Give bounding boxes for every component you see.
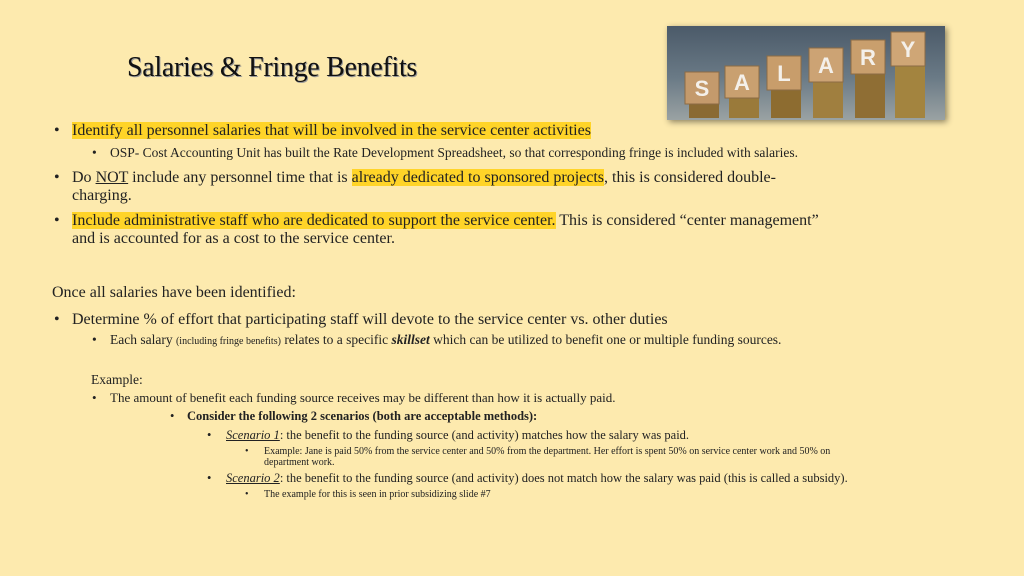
letter-l: L: [777, 61, 791, 86]
letter-r: R: [860, 45, 876, 70]
text: This is considered “center management”: [555, 212, 819, 229]
determine-bullet: Determine % of effort that participating staff will devote to the service center vs. other duties: [72, 311, 668, 328]
bullet: •: [54, 169, 60, 186]
bullet-3-cont: and is accounted for as a cost to the service center.: [72, 230, 395, 247]
bullet: •: [92, 145, 97, 160]
once-heading: Once all salaries have been identified:: [52, 284, 296, 301]
bullet-1-sub: OSP- Cost Accounting Unit has built the Rate Development Spreadsheet, so that corresponding fringe is included with salaries.: [110, 145, 798, 160]
letter-a: A: [734, 70, 750, 95]
text-small: (including fringe benefits): [175, 336, 281, 347]
bullet: •: [54, 122, 60, 139]
salary-photo: [667, 26, 945, 120]
text: Do: [72, 169, 96, 186]
consider-bullet: Consider the following 2 scenarios (both are acceptable methods):: [187, 409, 538, 423]
text: : the benefit to the funding source (and activity) does not match how the salary was paid (this is called a subsidy).: [279, 471, 848, 485]
not-underlined: NOT: [95, 169, 129, 186]
bullet-3: [72, 212, 819, 230]
bullet: •: [54, 212, 60, 229]
letter-blocks: [685, 32, 925, 104]
letter-s: S: [694, 76, 710, 101]
bullet: •: [170, 409, 175, 423]
scenario-2-label: Scenario 2: [226, 471, 280, 485]
bullet: •: [54, 311, 60, 328]
scenario-1-example-cont: department work.: [264, 457, 335, 468]
bullet-2-cont: charging.: [72, 187, 132, 204]
bullet: •: [245, 446, 249, 457]
highlight-admin: Include administrative staff who are dedicated to support the service center.: [72, 212, 556, 229]
each-salary-bullet: [110, 332, 781, 348]
amount-bullet: The amount of benefit each funding source receives may be different than how it is actually paid.: [110, 390, 616, 405]
skillset-emphasis: skillset: [391, 332, 430, 347]
scenario-1-example: Example: Jane is paid 50% from the service center and 50% from the department. Her effort is spent 50% on service center work and 50% on: [264, 446, 831, 457]
bullet: •: [207, 428, 212, 442]
letter-a2: A: [818, 53, 834, 78]
bullet: •: [92, 332, 97, 347]
bullet-1: [72, 122, 591, 140]
scenario-2-example: The example for this is seen in prior subsidizing slide #7: [264, 489, 491, 500]
bullet-2: [72, 169, 776, 187]
text: , this is considered double-: [604, 169, 776, 186]
bullet: •: [245, 489, 249, 500]
bullet: •: [207, 471, 212, 485]
scenario-1: [226, 428, 689, 442]
text: Each salary: [110, 332, 176, 347]
letter-y: Y: [900, 37, 916, 62]
example-label: Example:: [91, 372, 143, 387]
text: include any personnel time that is: [128, 169, 352, 186]
text: : the benefit to the funding source (and activity) matches how the salary was paid.: [279, 428, 690, 442]
coin-stacks: [689, 66, 925, 118]
highlight-identify: Identify all personnel salaries that will be involved in the service center activities: [72, 122, 591, 139]
text: which can be utilized to benefit one or multiple funding sources.: [429, 332, 782, 347]
text: relates to a specific: [280, 332, 392, 347]
highlight-sponsored: already dedicated to sponsored projects: [351, 169, 605, 186]
bullet: •: [92, 390, 97, 405]
page-title: Salaries & Fringe Benefits: [127, 52, 418, 83]
scenario-1-label: Scenario 1: [226, 428, 280, 442]
scenario-2: [226, 471, 848, 485]
